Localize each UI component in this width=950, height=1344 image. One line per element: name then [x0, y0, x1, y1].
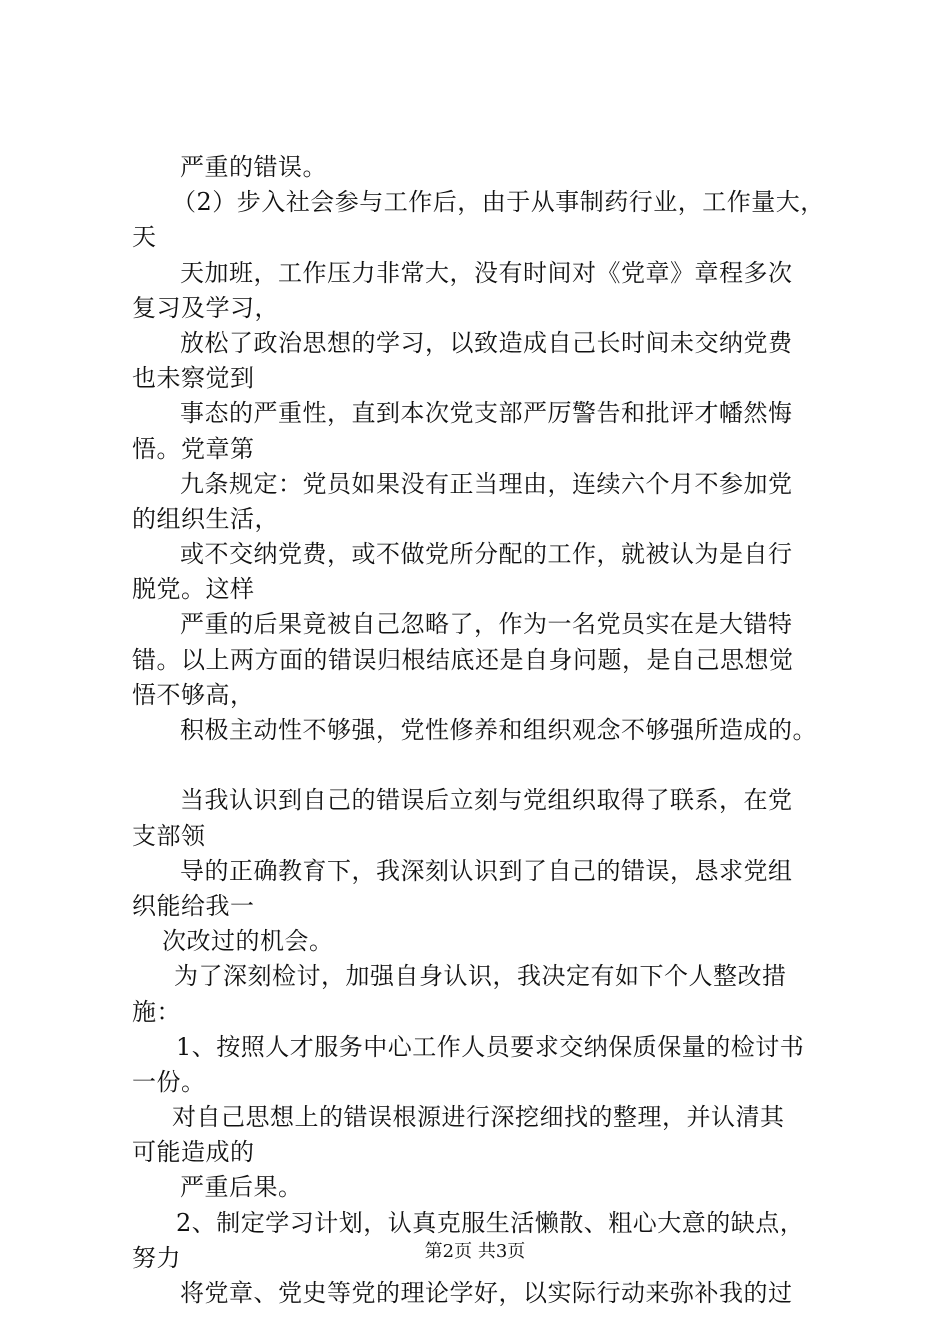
text-line: 织能给我一: [132, 891, 255, 920]
text-line: 天加班，工作压力非常大，没有时间对《党章》章程多次: [180, 258, 793, 287]
text-line: 对自己思想上的错误根源进行深挖细找的整理，并认清其: [172, 1103, 785, 1132]
text-line: 导的正确教育下，我深刻认识到了自己的错误，恳求党组: [180, 856, 793, 885]
text-line: 悟不够高，: [132, 680, 255, 709]
text-line: 一份。: [132, 1067, 206, 1096]
text-line: 将党章、党史等党的理论学好，以实际行动来弥补我的过: [180, 1279, 793, 1307]
text-line: 错。以上两方面的错误归根结底还是自身问题，是自己思想觉: [132, 645, 794, 674]
text-line: 复习及学习，: [132, 293, 279, 322]
text-line: 也未察觉到: [132, 364, 255, 393]
text-line: 努力: [132, 1243, 181, 1272]
text-line: 为了深刻检讨，加强自身认识，我决定有如下个人整改措: [174, 962, 787, 991]
text-line: 支部领: [132, 821, 206, 850]
text-line: 严重后果。: [180, 1173, 303, 1202]
text-line: 次改过的机会。: [162, 927, 334, 956]
text-line: （2）步入社会参与工作后，由于从事制药行业，工作量大，: [172, 188, 825, 217]
text-line: 可能造成的: [132, 1138, 255, 1167]
text-line: 2、制定学习计划，认真克服生活懒散、粗心大意的缺点，: [176, 1208, 805, 1237]
text-line: 放松了政治思想的学习，以致造成自己长时间未交纳党费: [180, 328, 793, 357]
text-line: 悟。党章第: [132, 434, 255, 463]
text-line: 当我认识到自己的错误后立刻与党组织取得了联系，在党: [180, 786, 793, 815]
paragraph-gap: [132, 748, 872, 783]
page-footer: 第2页 共3页: [424, 1241, 526, 1262]
text-line: 或不交纳党费，或不做党所分配的工作，就被认为是自行: [180, 540, 793, 569]
text-line: 事态的严重性，直到本次党支部严厉警告和批评才幡然悔: [180, 399, 793, 428]
text-line: 的组织生活，: [132, 504, 279, 533]
text-line: 脱党。这样: [132, 575, 255, 604]
text-line: 天: [132, 223, 157, 252]
document-body: [132, 150, 872, 1311]
text-line: 1、按照人才服务中心工作人员要求交纳保质保量的检讨书: [176, 1032, 805, 1061]
text-line: 积极主动性不够强，党性修养和组织观念不够强所造成的。: [180, 716, 817, 744]
text-line: 九条规定：党员如果没有正当理由，连续六个月不参加党: [180, 469, 793, 498]
text-line: 施：: [132, 997, 181, 1026]
text-line: 严重的错误。: [180, 153, 327, 181]
text-line: 严重的后果竟被自己忽略了，作为一名党员实在是大错特: [180, 610, 793, 639]
